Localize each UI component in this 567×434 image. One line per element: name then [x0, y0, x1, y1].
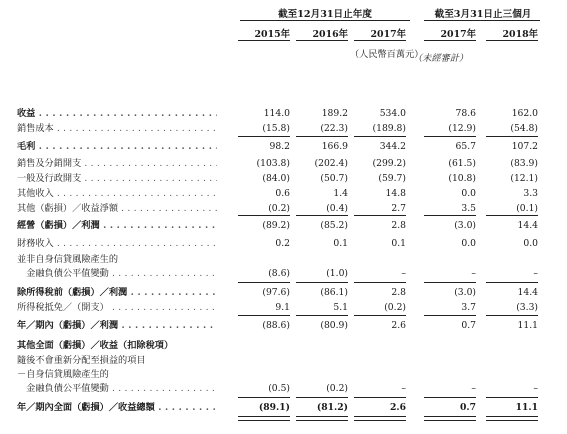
row-value: (61.5)	[448, 158, 476, 169]
year-header-2017-q1: 2017年	[440, 29, 476, 40]
row-value: (84.0)	[262, 173, 290, 184]
row-value: –	[471, 268, 476, 279]
subtotal-rule	[486, 215, 538, 216]
row-value: (0.5)	[268, 383, 290, 394]
year-header-rule	[424, 40, 476, 41]
table-row	[0, 121, 567, 137]
subtotal-rule	[486, 397, 538, 398]
table-row	[0, 381, 567, 397]
table-row	[0, 186, 567, 202]
row-value: –	[471, 383, 476, 394]
row-label-text: －自身信貸風險產生的	[17, 369, 109, 380]
row-value: 2.6	[391, 320, 406, 331]
row-value: (80.9)	[320, 320, 348, 331]
row-value: (22.3)	[320, 123, 348, 134]
row-value: (299.2)	[372, 158, 406, 169]
table-row	[0, 156, 567, 172]
row-label	[17, 300, 217, 316]
header-quarter-group-rule	[424, 20, 540, 21]
row-label	[17, 201, 217, 217]
row-label	[17, 106, 217, 122]
year-header-2017: 2017年	[370, 29, 406, 40]
row-value: (3.3)	[516, 302, 538, 313]
row-value: –	[533, 268, 538, 279]
table-row	[0, 218, 567, 234]
row-value: (103.8)	[256, 158, 290, 169]
row-value: –	[533, 383, 538, 394]
row-value: (0.1)	[516, 203, 538, 214]
subtotal-rule	[238, 136, 290, 137]
subtotal-rule	[424, 315, 476, 316]
row-label-text: 財務收入	[17, 238, 54, 249]
row-label-text: 毛利	[17, 141, 36, 152]
row-value: –	[401, 383, 406, 394]
row-label-text: 年／期內（虧損）／利潤	[17, 320, 119, 331]
row-value: (15.8)	[262, 123, 290, 134]
row-label-text: 經營（虧損）／利潤	[17, 220, 100, 231]
table-row	[0, 139, 567, 155]
currency-unit-note: （人民幣百萬元）	[350, 49, 424, 60]
row-value: 0.2	[275, 238, 290, 249]
subtotal-rule	[296, 282, 348, 283]
row-value: (89.1)	[258, 402, 290, 413]
row-value: 3.7	[461, 302, 476, 313]
row-label-text: 銷售成本	[17, 123, 54, 134]
row-value: 2.8	[391, 220, 406, 231]
row-value: (59.7)	[378, 173, 406, 184]
table-row	[0, 236, 567, 252]
row-value: (83.9)	[510, 158, 538, 169]
row-value: 0.0	[461, 238, 476, 249]
row-value: 98.2	[269, 141, 290, 152]
total-double-rule	[486, 416, 538, 421]
subtotal-rule	[238, 215, 290, 216]
row-value: 2.6	[390, 402, 406, 413]
row-value: 0.7	[460, 402, 476, 413]
row-label	[17, 218, 217, 234]
table-row	[0, 285, 567, 301]
subtotal-rule	[296, 397, 348, 398]
subtotal-rule	[296, 136, 348, 137]
row-label	[17, 338, 217, 354]
row-value: 0.0	[523, 238, 538, 249]
row-label-text: 其他收入	[17, 188, 54, 199]
row-label-text: 所得稅抵免／（開支）	[17, 302, 109, 313]
subtotal-rule	[296, 315, 348, 316]
row-value: 0.1	[391, 238, 406, 249]
row-value: (88.6)	[262, 320, 290, 331]
row-value: 189.2	[321, 108, 348, 119]
row-label	[17, 266, 217, 282]
row-value: (0.4)	[326, 203, 348, 214]
row-value: 534.0	[379, 108, 406, 119]
row-label	[17, 400, 217, 416]
row-value: 166.9	[321, 141, 348, 152]
row-value: (85.2)	[320, 220, 348, 231]
row-label-text: 其他（虧損）／收益淨額	[17, 203, 119, 214]
header-quarter-group: 截至3月31日止三個月	[434, 9, 532, 20]
unaudited-note: （未經審計）	[413, 53, 469, 64]
subtotal-rule	[486, 315, 538, 316]
row-label-text: 其他全面（虧損）／收益（扣除稅項）	[17, 340, 174, 351]
row-value: 2.7	[391, 203, 406, 214]
row-value: 344.2	[379, 141, 406, 152]
subtotal-rule	[424, 397, 476, 398]
row-label	[17, 139, 217, 155]
subtotal-rule	[238, 282, 290, 283]
row-value: 1.4	[333, 188, 348, 199]
row-label-text: 一般及行政開支	[17, 173, 82, 184]
total-double-rule	[238, 416, 290, 421]
row-value: 0.6	[275, 188, 290, 199]
row-value: (1.0)	[326, 268, 348, 279]
row-value: (0.2)	[268, 203, 290, 214]
row-value: (81.2)	[316, 402, 348, 413]
subtotal-rule	[354, 215, 406, 216]
year-header-rule	[354, 40, 406, 41]
row-label	[17, 186, 217, 202]
row-label	[17, 171, 217, 187]
row-label	[17, 318, 217, 334]
row-value: (50.7)	[320, 173, 348, 184]
row-label	[17, 121, 217, 137]
row-value: (202.4)	[314, 158, 348, 169]
row-label-text: 金融負債公平值變動	[17, 383, 109, 394]
year-header-rule	[296, 40, 348, 41]
row-value: 78.6	[455, 108, 476, 119]
row-value: 14.4	[517, 220, 538, 231]
row-value: (10.8)	[448, 173, 476, 184]
row-value: (86.1)	[320, 287, 348, 298]
row-label-text: 銷售及分銷開支	[17, 158, 82, 169]
row-label	[17, 381, 217, 397]
row-label-text: 年／期內全面（虧損）／收益總額	[17, 402, 155, 413]
row-value: 0.7	[461, 320, 476, 331]
row-value: (8.6)	[268, 268, 290, 279]
row-value: (12.9)	[448, 123, 476, 134]
table-row	[0, 338, 567, 354]
table-row	[0, 171, 567, 187]
subtotal-rule	[354, 282, 406, 283]
row-value: (189.8)	[372, 123, 406, 134]
table-row	[0, 106, 567, 122]
table-row	[0, 400, 567, 416]
year-header-rule	[238, 40, 290, 41]
row-value: (3.0)	[454, 220, 476, 231]
row-label-text: 收益	[17, 108, 36, 119]
table-row	[0, 318, 567, 334]
table-row	[0, 300, 567, 316]
row-label	[17, 285, 217, 301]
table-row	[0, 266, 567, 282]
subtotal-rule	[486, 136, 538, 137]
row-value: 11.1	[517, 320, 538, 331]
row-label	[17, 156, 217, 172]
row-value: 2.8	[391, 287, 406, 298]
total-double-rule	[354, 416, 406, 421]
row-value: (0.2)	[384, 302, 406, 313]
subtotal-rule	[354, 397, 406, 398]
subtotal-rule	[238, 315, 290, 316]
subtotal-rule	[424, 215, 476, 216]
row-label	[17, 236, 217, 252]
row-value: 11.1	[515, 402, 538, 413]
row-value: (0.2)	[326, 383, 348, 394]
row-value: (97.6)	[262, 287, 290, 298]
row-value: 114.0	[263, 108, 290, 119]
year-header-2018-q1: 2018年	[502, 29, 538, 40]
row-value: 0.0	[461, 188, 476, 199]
total-double-rule	[424, 416, 476, 421]
header-year-group-rule	[240, 20, 410, 21]
subtotal-rule	[424, 282, 476, 283]
row-value: 65.7	[455, 141, 476, 152]
row-label-text: 除所得稅前（虧損）／利潤	[17, 287, 128, 298]
year-header-2016: 2016年	[312, 29, 348, 40]
row-value: 5.1	[333, 302, 348, 313]
row-value: 0.1	[333, 238, 348, 249]
subtotal-rule	[424, 136, 476, 137]
row-value: 9.1	[275, 302, 290, 313]
row-value: 3.3	[523, 188, 538, 199]
row-value: 14.4	[517, 287, 538, 298]
row-value: –	[401, 268, 406, 279]
total-double-rule	[296, 416, 348, 421]
row-value: (12.1)	[510, 173, 538, 184]
row-value: 14.8	[385, 188, 406, 199]
header-year-group: 截至12月31日止年度	[278, 9, 372, 20]
subtotal-rule	[486, 282, 538, 283]
subtotal-rule	[296, 215, 348, 216]
row-value: 107.2	[511, 141, 538, 152]
row-value: (54.8)	[510, 123, 538, 134]
row-value: (3.0)	[454, 287, 476, 298]
subtotal-rule	[354, 136, 406, 137]
subtotal-rule	[354, 315, 406, 316]
year-header-2015: 2015年	[254, 29, 290, 40]
row-value: 3.5	[461, 203, 476, 214]
row-value: 162.0	[511, 108, 538, 119]
row-label-text: 金融負債公平值變動	[17, 268, 109, 279]
row-value: (89.2)	[262, 220, 290, 231]
row-label-text: 隨後不會重新分配至損益的項目	[17, 355, 146, 366]
row-label-text: 並非自身信貸風險產生的	[17, 254, 119, 265]
subtotal-rule	[238, 397, 290, 398]
year-header-rule	[486, 40, 538, 41]
